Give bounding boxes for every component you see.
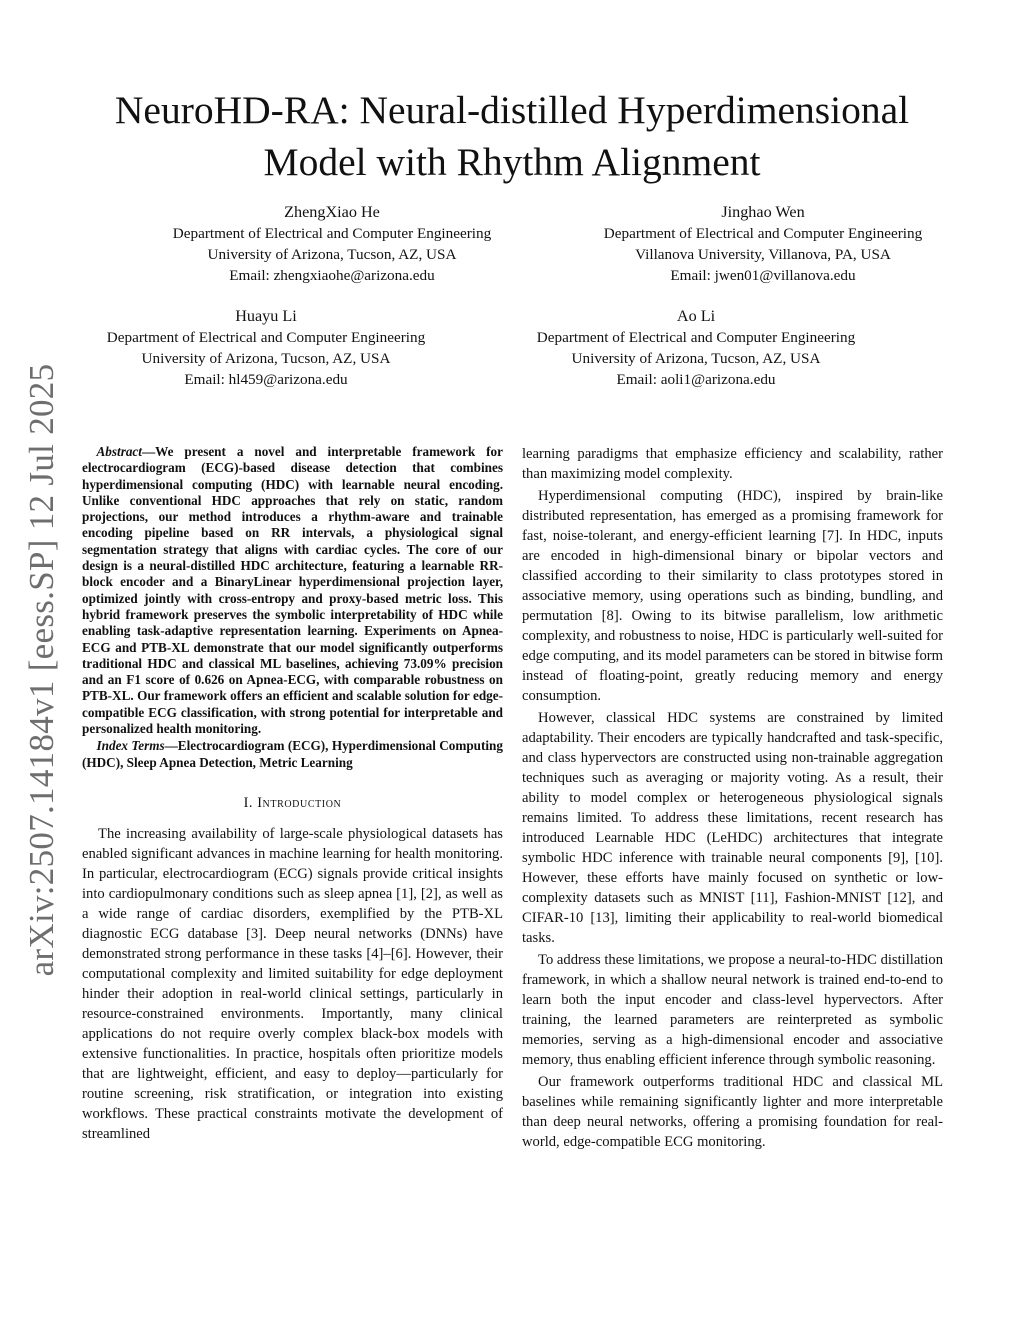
body-paragraph: However, classical HDC systems are constrained by limited adaptability. Their encoders are typically handcrafted and task-specific, and class hypervectors are constructed using non-trainable aggregation techniques such as averaging or majority voting. As a result, their ability to model complex or heterogeneous physiological signals remains limited. To address these limitations, recent research has introduced Learnable HDC (LeHDC) architectures that integrate symbolic HDC inference with trainable neural components [9], [10]. However, these efforts have mainly focused on synthetic or low-complexity datasets such as MNIST [11], Fashion-MNIST [12], and CIFAR-10 [13], limiting their applicability to real-world biomedical tasks. (522, 710, 943, 946)
author-department: Department of Electrical and Computer Engineering (172, 225, 492, 242)
author-department: Department of Electrical and Computer Engineering (106, 329, 426, 346)
author-name: Huayu Li (235, 307, 297, 325)
author-institution: University of Arizona, Tucson, AZ, USA (141, 350, 391, 367)
author-institution: University of Arizona, Tucson, AZ, USA (207, 246, 457, 263)
index-terms-label: Index Terms (96, 738, 165, 754)
abstract-text: —We present a novel and interpretable framework for electrocardiogram (ECG)-based disease detection that combines hyperdimensional computing (HDC) with learnable neural encoding. Unlike conventional HDC approaches that rely on static, random projections, our method introduces a rhythm-aware and trainable encoding pipeline based on RR intervals, a physiological signal segmentation strategy that aligns with cardiac cycles. The core of our design is a neural-distilled HDC architecture, featuring a learnable RR-block encoder and a BinaryLinear hyperdimensional projection layer, optimized jointly with cross-entropy and proxy-based metric loss. This hybrid framework preserves the symbolic interpretability of HDC while enabling task-adaptive representation learning. Experiments on Apnea-ECG and PTB-XL demonstrate that our model significantly outperforms traditional HDC and classical ML baselines, achieving 73.09% precision and an F1 score of 0.626 on Apnea-ECG, with comparable robustness on PTB-XL. Our framework offers an efficient and scalable solution for edge-compatible ECG classification, with strong potential for interpretable and personalized health monitoring. (82, 444, 503, 737)
author-email: Email: jwen01@villanova.edu (670, 267, 856, 284)
author-name: ZhengXiao He (284, 203, 380, 221)
abstract-label: Abstract (96, 444, 142, 459)
author-block (132, 202, 532, 286)
author-department: Department of Electrical and Computer Engineering (603, 225, 923, 242)
author-institution: University of Arizona, Tucson, AZ, USA (571, 350, 821, 367)
body-paragraph: To address these limitations, we propose a neural-to-HDC distillation framework, in which a shallow neural network is trained end-to-end to learn both the input encoder and class-level hypervectors. After training, the learned parameters are reinterpreted as symbolic memories, serving as a high-dimensional encoder and associative memory, thus enabling efficient inference through symbolic reasoning. (522, 952, 943, 1068)
index-terms (82, 738, 503, 771)
author-email: Email: hl459@arizona.edu (184, 371, 348, 388)
author-name: Ao Li (676, 307, 716, 325)
author-name: Jinghao Wen (721, 203, 805, 221)
author-block (66, 306, 466, 390)
author-block (563, 202, 963, 286)
right-column (522, 444, 943, 1154)
abstract (82, 444, 503, 737)
paper-title: NeuroHD-RA: Neural-distilled Hyperdimensional Model with Rhythm Alignment (114, 88, 910, 184)
body-paragraph: The increasing availability of large-scale physiological datasets has enabled significant advances in machine learning for health monitoring. In particular, electrocardiogram (ECG) signals provide critical insights into cardiopulmonary conditions such as sleep apnea [1], [2], as well as a wide range of cardiac disorders, exemplified by the PTB-XL diagnostic ECG database [3]. Deep neural networks (DNNs) have demonstrated strong performance in these tasks [4]–[6]. However, their computational complexity and limited suitability for edge deployment hinder their adoption in real-world clinical settings, particularly in resource-constrained environments. Importantly, many clinical applications do not require overly complex black-box models with extensive functionalities. In practice, hospitals often prioritize models that are lightweight, efficient, and easy to deploy—particularly for routine screening, risk stratification, or integration into existing workflows. These practical constraints motivate the development of streamlined (82, 825, 503, 1142)
author-department: Department of Electrical and Computer Engineering (536, 329, 856, 346)
section-heading: I. Introduction (243, 794, 342, 811)
author-email: Email: aoli1@arizona.edu (616, 371, 776, 388)
body-paragraph: Our framework outperforms traditional HDC and classical ML baselines while remaining significantly lighter and more interpretable than deep neural networks, offering a promising foundation for real-world, edge-compatible ECG monitoring. (522, 1074, 943, 1150)
body-paragraph: Hyperdimensional computing (HDC), inspired by brain-like distributed representation, has emerged as a promising framework for fast, noise-tolerant, and energy-efficient learning [7]. In HDC, inputs are encoded in high-dimensional binary or bipolar vectors and classified according to their similarity to class prototypes stored in associative memory, using operations such as binding, bundling, and permutation [8]. Owing to its bitwise parallelism, low arithmetic complexity, and robustness to noise, HDC is particularly well-suited for edge computing, and its model parameters can be stored in bitwise form instead of floating-point, greatly reducing memory and energy consumption. (522, 488, 943, 704)
arxiv-identifier[interactable]: arXiv:2507.14184v1 [eess.SP] 12 Jul 2025 (22, 363, 61, 977)
body-paragraph: learning paradigms that emphasize efficiency and scalability, rather than maximizing model complexity. (522, 446, 943, 482)
left-column (82, 444, 503, 1144)
author-email: Email: zhengxiaohe@arizona.edu (229, 267, 435, 284)
index-terms-text: —Electrocardiogram (ECG), Hyperdimensional Computing (HDC), Sleep Apnea Detection, Metric Learning (82, 738, 503, 770)
author-institution: Villanova University, Villanova, PA, USA (635, 246, 891, 263)
author-block (496, 306, 896, 390)
